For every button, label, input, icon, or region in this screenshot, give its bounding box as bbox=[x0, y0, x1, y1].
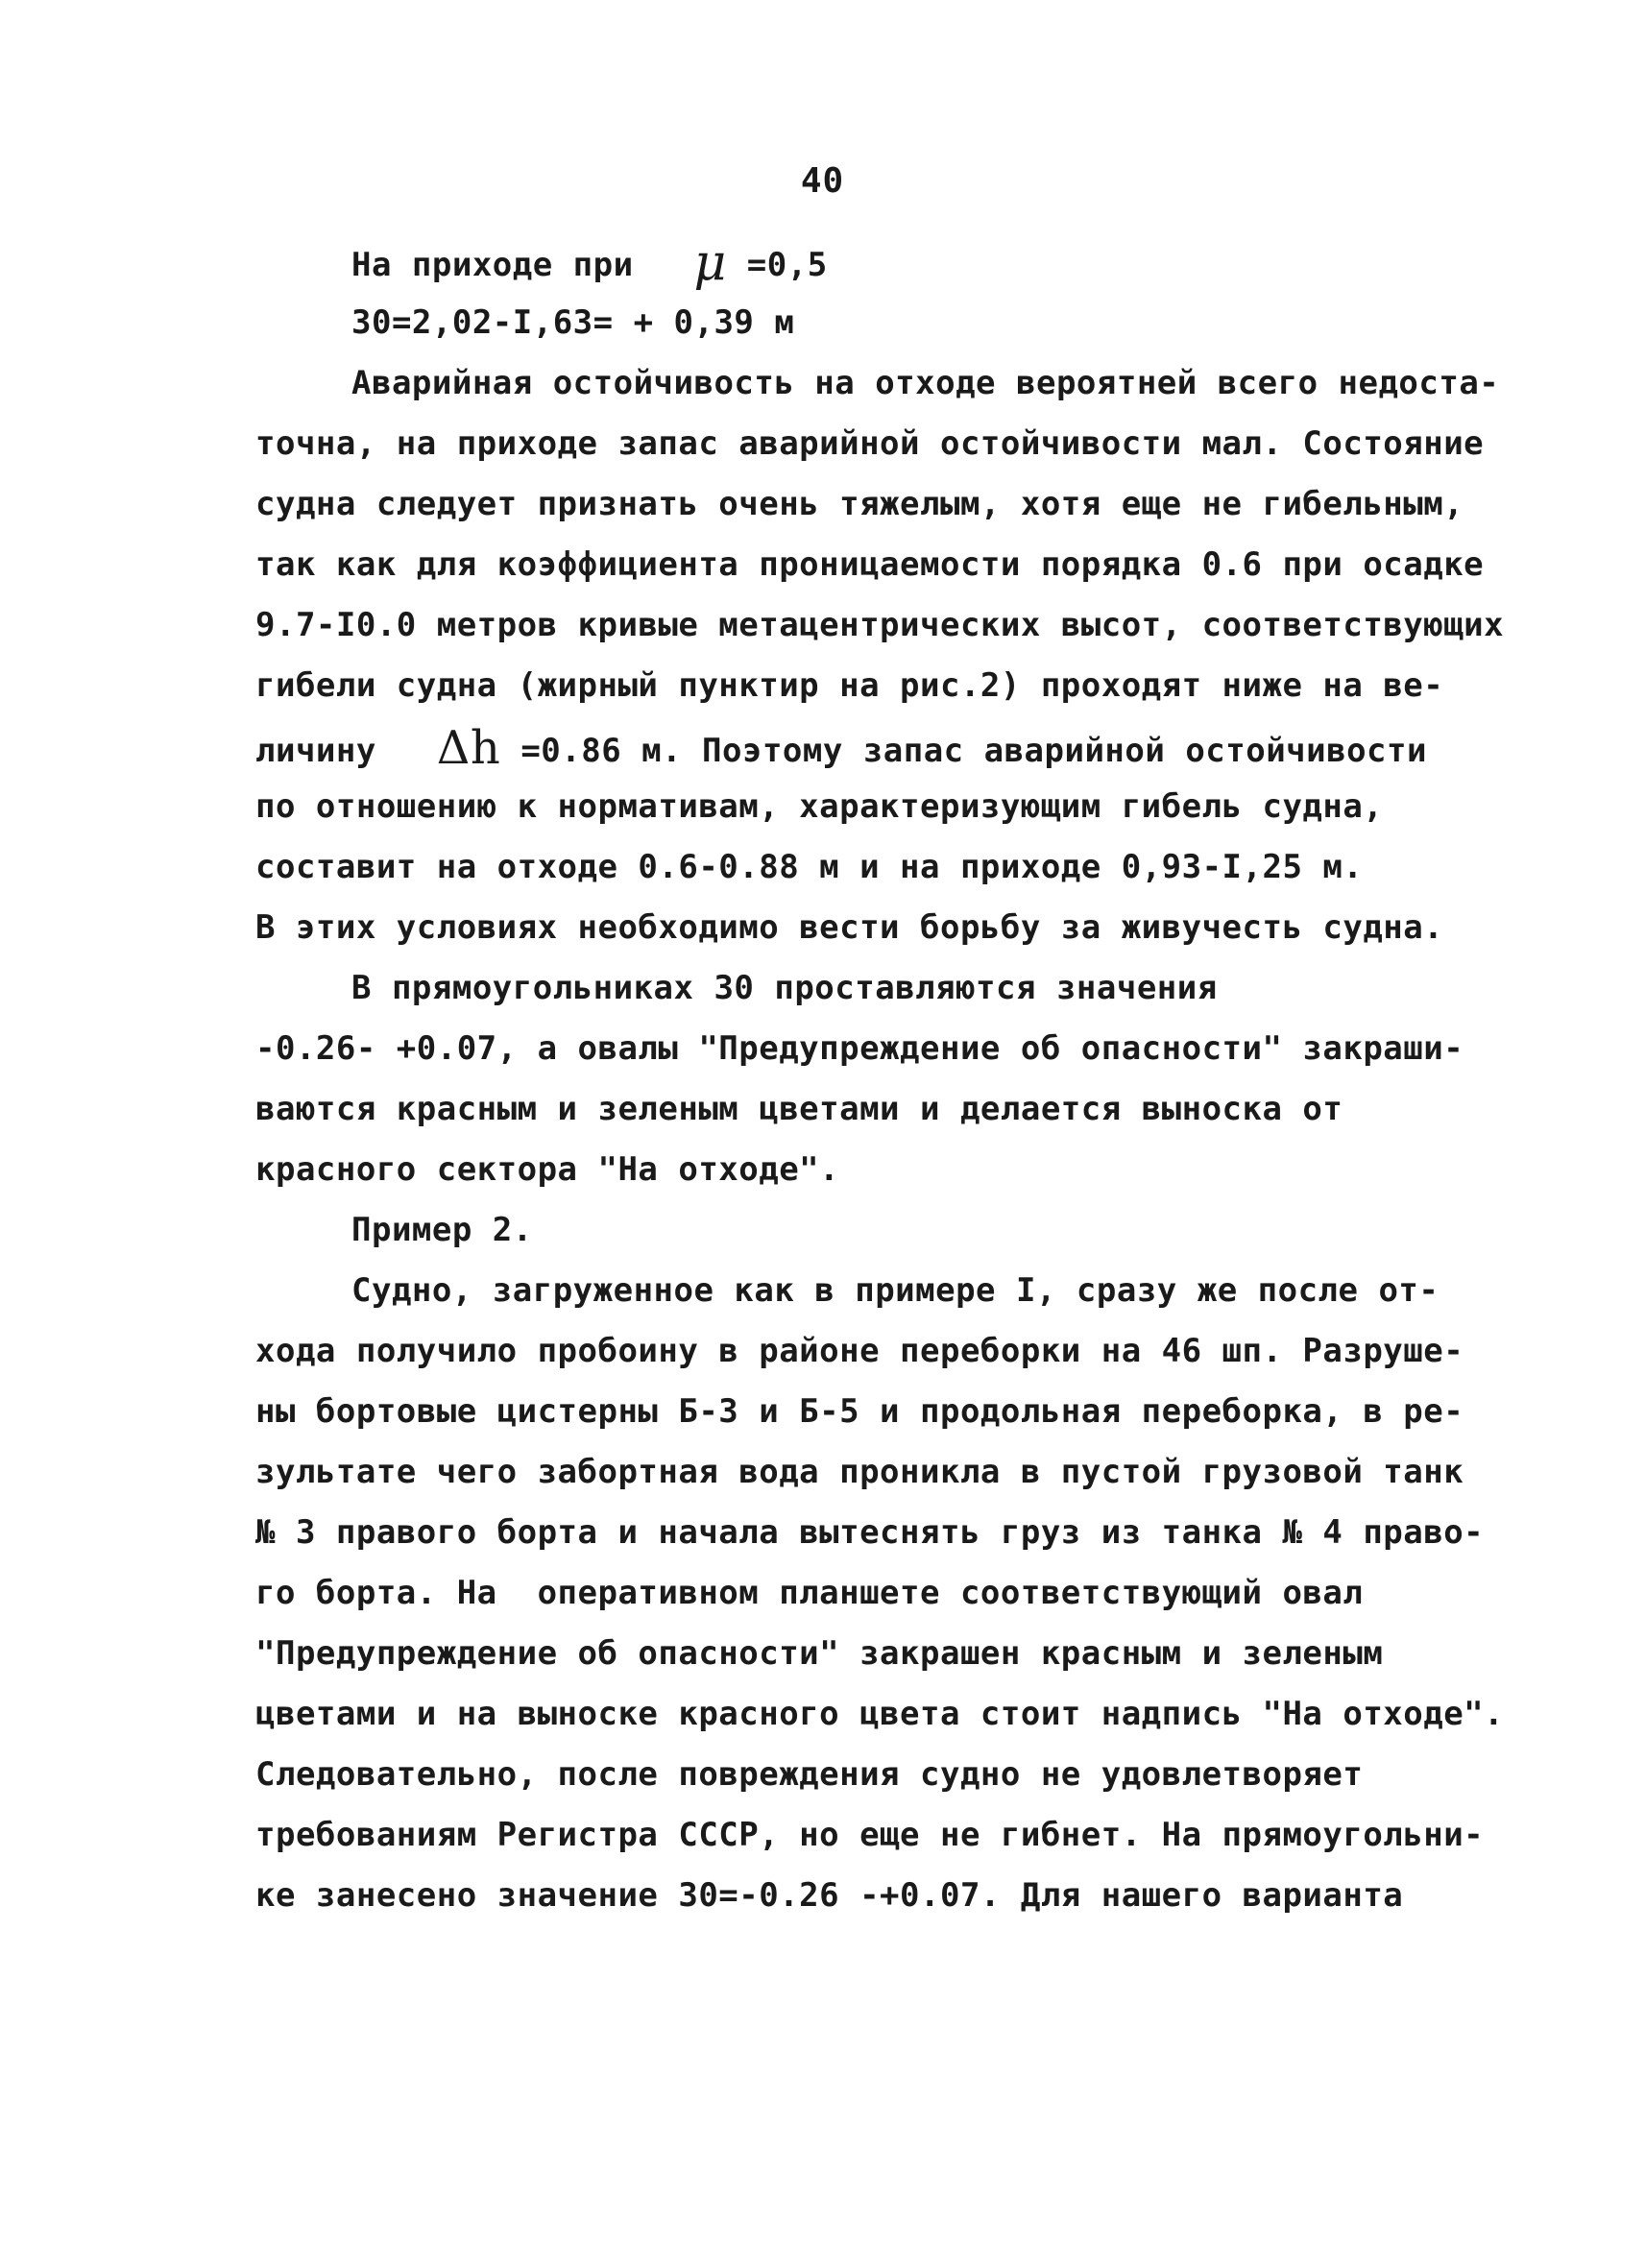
paragraph-line: зультате чего забортная вода проникла в пустой грузовой танк bbox=[255, 1453, 1464, 1491]
paragraph-line: составит на отходе 0.6-0.88 м и на приходе 0,93-I,25 м. bbox=[255, 848, 1364, 886]
paragraph-line: В прямоугольниках 30 проставляются значения bbox=[351, 969, 1218, 1007]
paragraph-line: Аварийная остойчивость на отходе вероятней всего недоста- bbox=[351, 364, 1500, 402]
paragraph-line: В этих условиях необходимо вести борьбу за живучесть судна. bbox=[255, 908, 1444, 947]
paragraph-line: Следовательно, после повреждения судно не удовлетворяет bbox=[255, 1755, 1364, 1794]
delta-h-symbol: Δh bbox=[436, 721, 501, 775]
paragraph-line: "Предупреждение об опасности" закрашен красным и зеленым bbox=[255, 1634, 1384, 1673]
paragraph-line-delta bbox=[255, 721, 1427, 775]
paragraph-line: требованиям Регистра СССР, но еще не гибнет. На прямоугольни- bbox=[255, 1816, 1485, 1854]
paragraph-line: хода получило пробоину в районе переборки на 46 шп. Разруше- bbox=[255, 1332, 1464, 1370]
formula-line-2: 30=2,02-I,63= + 0,39 м bbox=[351, 303, 795, 342]
paragraph-line: го борта. На оперативном планшете соответствующий овал bbox=[255, 1574, 1364, 1612]
paragraph-line: ны бортовые цистерны Б-3 и Б-5 и продольная переборка, в ре- bbox=[255, 1392, 1464, 1431]
paragraph-line: цветами и на выноске красного цвета стоит надпись "На отходе". bbox=[255, 1695, 1505, 1733]
paragraph-line: 9.7-I0.0 метров кривые метацентрических высот, соответствующих bbox=[255, 606, 1505, 644]
paragraph-line: Судно, загруженное как в примере I, сразу же после от- bbox=[351, 1271, 1439, 1310]
paragraph-line: точна, на приходе запас аварийной остойчивости мал. Состояние bbox=[255, 424, 1485, 463]
paragraph-line: красного сектора "На отходе". bbox=[255, 1150, 840, 1189]
formula-line-1-suffix: =0,5 bbox=[746, 246, 828, 284]
formula-line-1-prefix: На приходе при bbox=[351, 246, 634, 284]
paragraph-line: ваются красным и зеленым цветами и делается выноска от bbox=[255, 1090, 1343, 1128]
delta-line-prefix: личину bbox=[255, 732, 376, 770]
formula-line-1 bbox=[351, 234, 828, 292]
delta-line-suffix: =0.86 м. Поэтому запас аварийной остойчивости bbox=[520, 732, 1427, 770]
paragraph-line: судна следует признать очень тяжелым, хотя еще не гибельным, bbox=[255, 485, 1464, 523]
paragraph-line: ке занесено значение 30=-0.26 -+0.07. Для нашего варианта bbox=[255, 1876, 1404, 1915]
paragraph-line: гибели судна (жирный пунктир на рис.2) проходят ниже на ве- bbox=[255, 666, 1444, 705]
example-heading: Пример 2. bbox=[351, 1211, 533, 1249]
paragraph-line: № 3 правого борта и начала вытеснять груз из танка № 4 право- bbox=[255, 1513, 1485, 1552]
page-number: 40 bbox=[800, 161, 845, 201]
paragraph-line: так как для коэффициента проницаемости порядка 0.6 при осадке bbox=[255, 545, 1485, 584]
paragraph-line: -0.26- +0.07, а овалы "Предупреждение об опасности" закраши- bbox=[255, 1029, 1464, 1068]
paragraph-line: по отношению к нормативам, характеризующим гибель судна, bbox=[255, 787, 1384, 826]
mu-symbol: μ bbox=[693, 234, 727, 292]
